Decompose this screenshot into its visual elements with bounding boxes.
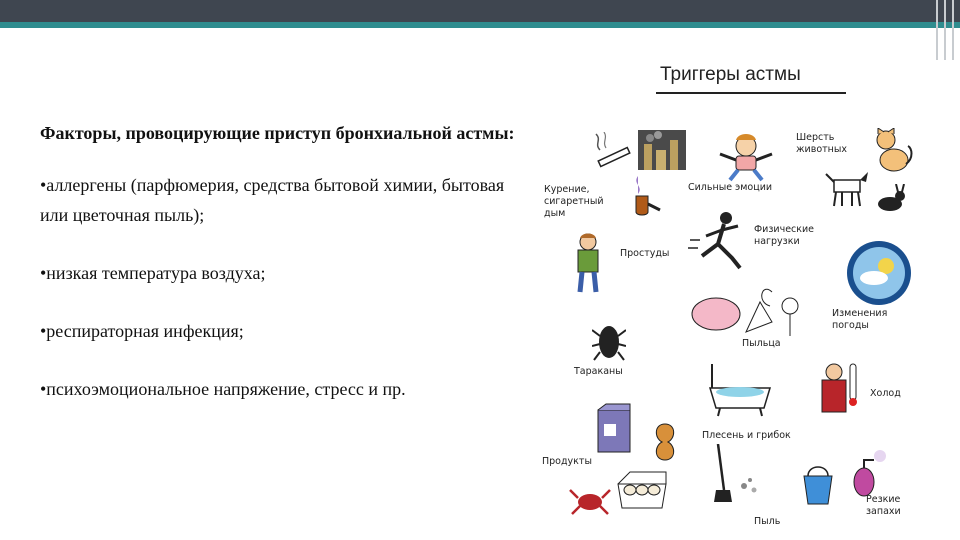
slide-heading: Факторы, провоцирующие приступ бронхиальной астмы: xyxy=(40,123,515,143)
label-cockroaches: Тараканы xyxy=(574,366,623,377)
bullet-low-temperature: •низкая температура воздуха; xyxy=(40,263,266,283)
bathtub-icon xyxy=(708,360,772,418)
label-pets: Шерсть животных xyxy=(796,132,848,155)
label-cold: Холод xyxy=(870,388,901,399)
dog-icon xyxy=(824,168,870,208)
label-mold: Плесень и грибок xyxy=(702,430,791,441)
diagram-title-underline xyxy=(656,92,846,94)
spray-bottle-icon xyxy=(846,448,890,498)
label-food: Продукты xyxy=(542,456,592,467)
label-smoking: Курение, сигаретный дым xyxy=(544,184,604,219)
diagram-title: Триггеры астмы xyxy=(660,64,801,85)
slide-top-bar xyxy=(0,0,960,22)
slide-text xyxy=(40,118,535,432)
cigarette-icon xyxy=(590,132,634,172)
flower-pollen-icon xyxy=(686,282,806,338)
crab-icon xyxy=(568,484,612,516)
bullet-stress: •психоэмоциональное напряжение, стресс и пр. xyxy=(40,379,406,399)
egg-carton-icon xyxy=(616,470,668,512)
cold-person-icon xyxy=(816,360,862,418)
bullet-allergens: •аллергены (парфюмерия, средства бытовой химии, бытовая или цветочная пыль); xyxy=(40,175,505,225)
pipe-icon xyxy=(630,176,662,216)
corner-decoration xyxy=(920,0,960,60)
cat-icon xyxy=(872,128,914,174)
label-dust: Пыль xyxy=(754,516,781,527)
crying-child-icon xyxy=(716,132,776,182)
peanut-icon xyxy=(652,422,678,462)
runner-icon xyxy=(688,210,754,270)
cockroach-icon xyxy=(592,318,626,362)
asthma-triggers-diagram xyxy=(528,60,948,540)
factory-smoke-icon xyxy=(638,130,686,170)
label-exercise: Физические нагрузки xyxy=(754,224,815,247)
label-odors: Резкие запахи xyxy=(866,494,901,517)
label-colds: Простуды xyxy=(620,248,670,259)
bullet-respiratory-infection: •респираторная инфекция; xyxy=(40,321,244,341)
slide-accent-stripe xyxy=(0,22,960,28)
label-emotions: Сильные эмоции xyxy=(688,182,773,193)
cleaning-bucket-icon xyxy=(798,464,838,506)
sun-cloud-icon xyxy=(844,240,914,306)
food-box-icon xyxy=(594,402,634,454)
rabbit-icon xyxy=(874,184,906,212)
broom-dust-icon xyxy=(712,444,762,506)
sick-person-icon xyxy=(568,232,608,294)
label-weather: Изменения погоды xyxy=(832,308,888,331)
label-pollen: Пыльца xyxy=(742,338,781,349)
